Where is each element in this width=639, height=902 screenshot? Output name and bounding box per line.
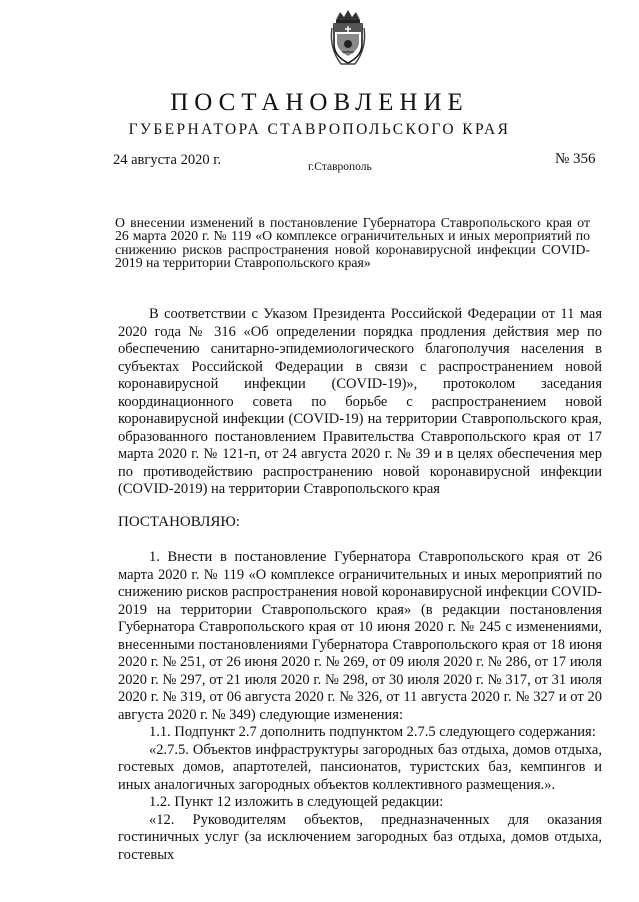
document-subject: О внесении изменений в постановление Губернатора Ставропольского края от 26 марта 2020 г. № 119 «О комплексе ограничительных и иных мероприятий по снижению рисков распространения новой коронавирусной инфекции COVID-2019 на территории Ставропольского края»	[115, 215, 590, 271]
document-number: № 356	[555, 151, 596, 167]
paragraph-1: 1. Внести в постановление Губернатора Ставропольского края от 26 марта 2020 г. № 119 «О комплексе ограничительных и иных мероприятий по снижению рисков распространения новой коронавирусной инфекции COVID-2019 на территории Ставропольского края» (в редакции постановления Губернатора Ставропольского края от 10 июня 2020 г. № 245 с изменениями, внесенными постановлениями Губернатора Ставропольского края от 18 июня 2020 г. № 251, от 26 июня 2020 г. № 269, от 09 июля 2020 г. № 286, от 17 июля 2020 г. № 297, от 21 июля 2020 г. № 298, от 30 июля 2020 г. № 317, от 31 июля 2020 г. № 319, от 06 августа 2020 г. № 326, от 11 августа 2020 г. № 327 и от 20 августа 2020 г. № 349) следующие изменения:	[118, 549, 602, 723]
document-subtitle: ГУБЕРНАТОРА СТАВРОПОЛЬСКОГО КРАЯ	[128, 121, 511, 138]
coat-of-arms-icon	[327, 8, 369, 68]
document-city: г.Ставрополь	[308, 161, 372, 173]
preamble-paragraph: В соответствии с Указом Президента Российской Федерации от 11 мая 2020 года № 316 «Об определении порядка продления действия мер по обеспечению санитарно-эпидемиологического благополучия населения в субъектах Российской Федерации в связи с распространением новой коронавирусной инфекции (COVID-19)», протоколом заседания координационного совета по борьбе с распространением новой коронавирусной инфекции (COVID-19) на территории Ставропольского края, образованного постановлением Правительства Ставропольского края от 17 марта 2020 г. № 121-п, от 24 августа 2020 г. № 39 и в целях обеспечения мер по противодействию распространению новой коронавирусной инфекции (COVID-2019) на территории Ставропольского края	[118, 306, 602, 497]
resolve-heading: ПОСТАНОВЛЯЮ:	[118, 514, 240, 530]
document-date: 24 августа 2020 г.	[113, 152, 222, 168]
paragraph-1-2: 1.2. Пункт 12 изложить в следующей редакции:	[149, 794, 444, 810]
paragraph-2-7-5: «2.7.5. Объектов инфраструктуры загородных баз отдыха, домов отдыха, гостевых домов, апартотелей, пансионатов, туристских баз, кемпингов и иных аналогичных загородных объектов коллективного размещения.».	[118, 741, 602, 793]
paragraph-1-1: 1.1. Подпункт 2.7 дополнить подпунктом 2.7.5 следующего содержания:	[149, 724, 596, 740]
paragraph-12: «12. Руководителям объектов, предназначенных для оказания гостиничных услуг (за исключением загородных баз отдыха, домов отдыха, гостевых	[118, 811, 602, 863]
body-text	[118, 549, 602, 864]
document-title: ПОСТАНОВЛЕНИЕ	[170, 89, 469, 116]
